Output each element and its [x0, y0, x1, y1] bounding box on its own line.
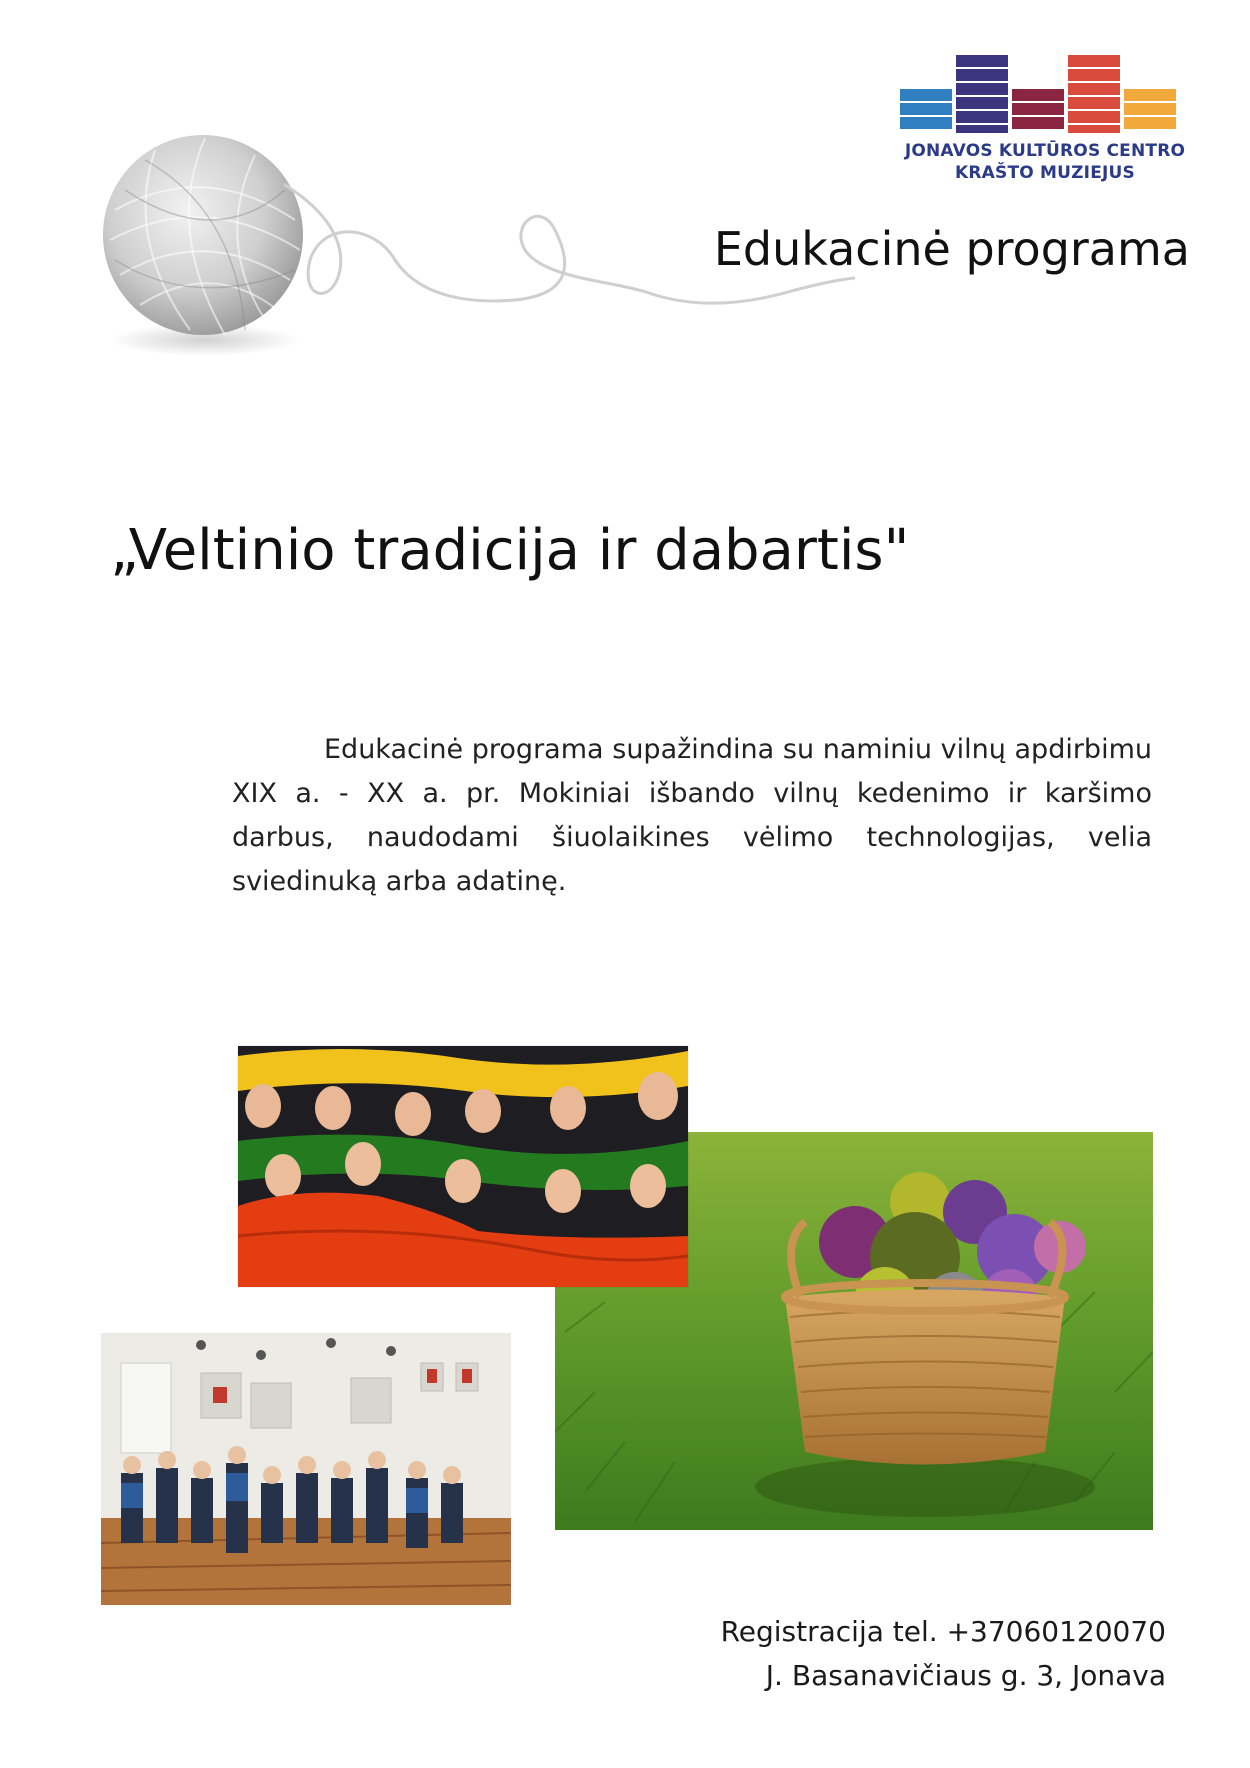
felt-sheets-girls-photo — [238, 1046, 688, 1287]
program-title: „Veltinio tradicija ir dabartis" — [110, 518, 910, 583]
description-text: Edukacinė programa supažindina su naminiu vilnų apdirbimu XIX a. - XX a. pr. Mokiniai išbando vilnų kedenimo ir karšimo darbus, naudodami šiuolaikines vėlimo technologijas, velia sviedinuką arba adatinę. — [232, 734, 1152, 897]
address: J. Basanavičiaus g. 3, Jonava — [765, 1659, 1166, 1692]
contact-info — [600, 1610, 1166, 1698]
registration-phone[interactable]: Registracija tel. +37060120070 — [720, 1615, 1166, 1648]
museum-logo — [900, 55, 1190, 185]
program-description — [232, 728, 1152, 904]
logo-line-1: JONAVOS KULTŪROS CENTRO — [904, 141, 1186, 161]
logo-bars-icon — [900, 55, 1190, 133]
program-type-heading: Edukacinė programa — [713, 222, 1190, 276]
children-museum-photo — [101, 1333, 511, 1605]
logo-line-2: KRAŠTO MUZIEJUS — [955, 163, 1135, 183]
